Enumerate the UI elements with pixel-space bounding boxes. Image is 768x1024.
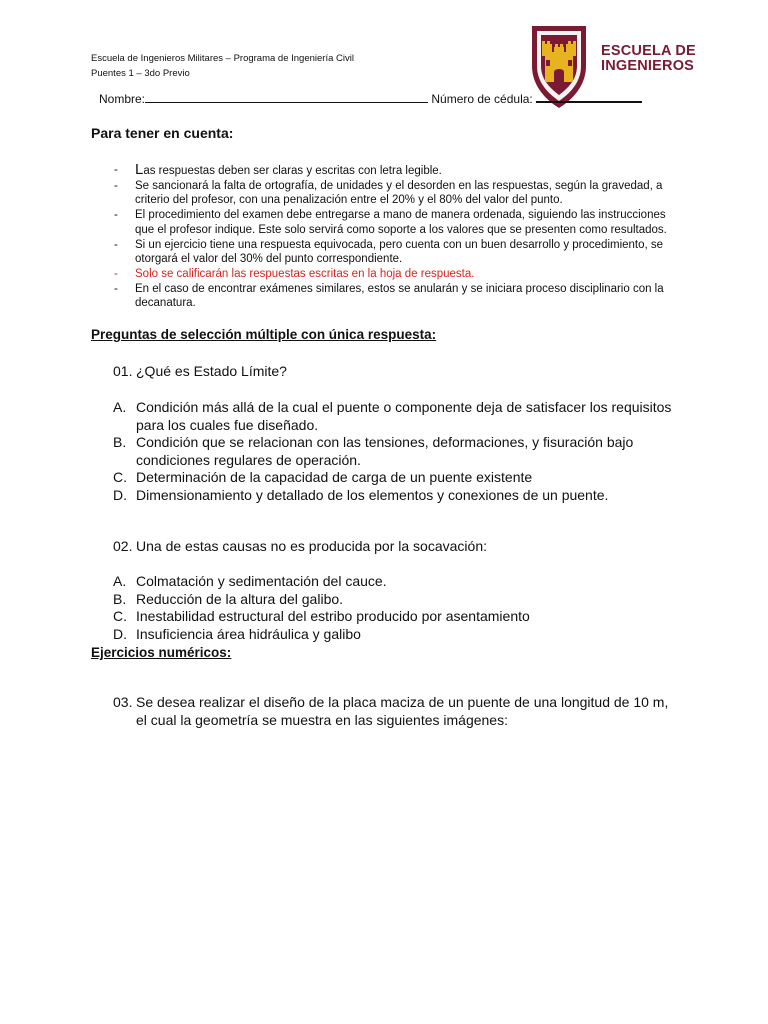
- note-text: El procedimiento del examen debe entregarse a mano de manera ordenada, siguiendo las instrucciones que el profesor indique. Este solo servirá como soporte a los valores que se presenten como resultados.: [135, 209, 667, 236]
- note-text: Se sancionará la falta de ortografía, de unidades y el desorden en las respuestas, según la gravedad, a criterio del profesor, con una penalización entre el 20% y el 80% del valor del punto.: [135, 179, 663, 207]
- option-text: Inestabilidad estructural del estribo producido por asentamiento: [136, 608, 530, 625]
- question-text: Una de estas causas no es producida por la socavación:: [136, 538, 487, 554]
- note-text: Solo se calificarán las respuestas escritas en la hoja de respuesta.: [135, 267, 475, 280]
- option-letter: B.: [113, 434, 127, 451]
- note-text: as respuestas deben ser claras y escritas con letra legible.: [143, 165, 442, 177]
- list-item: [114, 208, 684, 237]
- option-text: Dimensionamiento y detallado de los elementos y conexiones de un puente.: [136, 486, 609, 503]
- question-01-options: [113, 399, 673, 505]
- question-01: [113, 363, 681, 381]
- question-number: 03.: [113, 694, 133, 710]
- option-letter: A.: [113, 573, 127, 589]
- name-label: Nombre:: [99, 92, 146, 106]
- option-d: [113, 626, 673, 644]
- option-text: Condición que se relacionan con las tensiones, deformaciones, y fisuración bajo condiciones regulares de operación.: [136, 434, 634, 468]
- question-02-options: [113, 573, 673, 643]
- option-a: [113, 573, 673, 591]
- list-item: [114, 282, 684, 311]
- drop-letter: L: [135, 161, 144, 178]
- option-text: Condición más allá de la cual el puente o componente deja de satisfacer los requisitos para los cuales fue diseñado.: [136, 399, 672, 433]
- student-info-row: [99, 90, 642, 106]
- option-letter: A.: [113, 399, 127, 415]
- option-letter: D.: [113, 486, 127, 503]
- notes-title: Para tener en cuenta:: [91, 125, 234, 141]
- question-number: 02.: [113, 538, 133, 554]
- bullet-dash: -: [114, 267, 118, 280]
- header-institution: Escuela de Ingenieros Militares – Programa de Ingeniería Civil: [91, 53, 354, 64]
- header-course: Puentes 1 – 3do Previo: [91, 68, 190, 79]
- option-letter: B.: [113, 590, 127, 607]
- brand-wordmark: [601, 44, 696, 74]
- list-item: [114, 238, 684, 267]
- bullet-dash: -: [114, 179, 118, 192]
- question-03: [113, 694, 681, 729]
- option-text: Colmatación y sedimentación del cauce.: [136, 573, 387, 589]
- list-item: [114, 163, 684, 179]
- option-b: [113, 591, 673, 609]
- id-label: Número de cédula:: [431, 92, 533, 106]
- option-c: [113, 608, 673, 626]
- question-02: [113, 538, 681, 556]
- id-field[interactable]: [536, 90, 642, 103]
- option-d: [113, 487, 673, 505]
- option-text: Reducción de la altura del galibo.: [136, 590, 344, 607]
- option-letter: D.: [113, 625, 127, 642]
- option-a: [113, 399, 673, 434]
- option-letter: C.: [113, 469, 127, 486]
- option-text: Insuficiencia área hidráulica y galibo: [136, 625, 361, 642]
- option-b: [113, 434, 673, 469]
- document-header: [91, 51, 354, 81]
- bullet-dash: -: [114, 164, 118, 176]
- brand-line-1: ESCUELA DE: [601, 43, 696, 59]
- section-title-multiple-choice: Preguntas de selección múltiple con única respuesta:: [91, 327, 437, 342]
- question-text: ¿Qué es Estado Límite?: [136, 363, 287, 379]
- bullet-dash: -: [114, 238, 118, 251]
- list-item: [114, 179, 684, 208]
- list-item-highlighted: [114, 267, 684, 282]
- option-text: Determinación de la capacidad de carga de un puente existente: [136, 469, 533, 486]
- option-letter: C.: [113, 608, 127, 625]
- question-text: Se desea realizar el diseño de la placa maciza de un puente de una longitud de 10 m, el cual la geometría se muestra en las siguientes imágenes:: [136, 694, 669, 728]
- name-field[interactable]: [145, 91, 428, 103]
- option-c: [113, 469, 673, 487]
- section-title-numeric: Ejercicios numéricos:: [91, 645, 232, 660]
- question-number: 01.: [113, 363, 133, 379]
- note-text: Si un ejercicio tiene una respuesta equivocada, pero cuenta con un buen desarrollo y procedimiento, se otorgará el valor del 30% del punto correspondiente.: [135, 238, 664, 266]
- note-text: En el caso de encontrar exámenes similares, estos se anularán y se iniciara proceso disciplinario con la decanatura.: [135, 282, 664, 310]
- brand-line-2: INGENIEROS: [601, 58, 695, 74]
- notes-list: [114, 163, 684, 311]
- bullet-dash: -: [114, 209, 118, 222]
- bullet-dash: -: [114, 282, 118, 295]
